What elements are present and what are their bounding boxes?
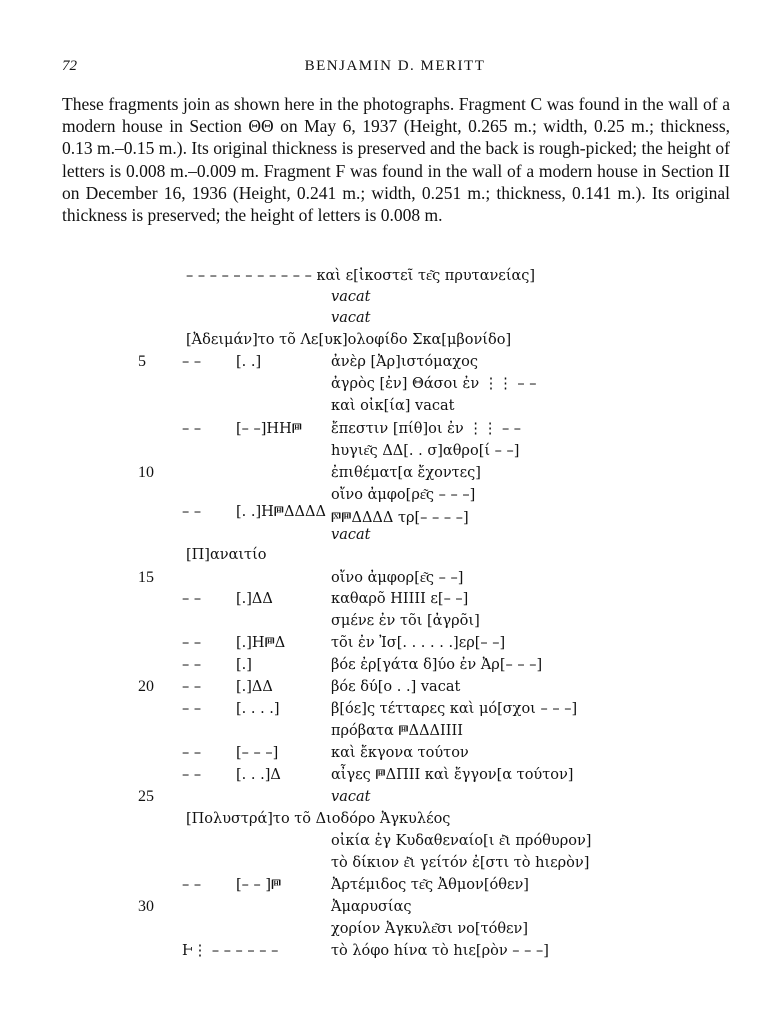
lacuna-dashes: – – <box>182 701 202 717</box>
inscription-line <box>0 786 784 808</box>
inscription-line <box>0 654 784 676</box>
inscription-line <box>0 329 784 351</box>
lacuna-dashes: – – <box>182 504 202 520</box>
greek-text: ἔπεστιν [πίθ]οι ἐν ⋮⋮ – – <box>331 421 522 437</box>
greek-text: hυγιε͂ς ΔΔ[. . σ]αθρο[ί – –] <box>331 443 520 459</box>
numeral-column: [– – –] <box>236 745 279 761</box>
inscription-line <box>0 676 784 698</box>
numeral-column: [. .] <box>236 354 262 370</box>
inscription-line <box>0 395 784 417</box>
greek-text: 𐅆𐅅ΔΔΔΔ τρ[– – – –] <box>331 510 469 526</box>
greek-text: βόε δύ[ο . .] vacat <box>331 679 461 695</box>
greek-text: καὶ ἔκγονα τούτον <box>331 745 469 761</box>
line-number: 10 <box>138 464 154 481</box>
inscription-line <box>0 632 784 654</box>
line-number: 15 <box>138 569 154 586</box>
inscription-line <box>0 874 784 896</box>
line-number: 30 <box>138 898 154 915</box>
running-head-author: BENJAMIN D. MERITT <box>304 58 486 74</box>
greek-text: vacat <box>331 310 371 326</box>
greek-text: καὶ οἰκ[ία] vacat <box>331 398 455 414</box>
greek-text: ἐπιθέματ[α ἔχοντες] <box>331 465 481 481</box>
numeral-column: [. .]Η𐅅ΔΔΔΔ <box>236 504 326 520</box>
greek-text: Ἀρτέμιδος τε͂ς Ἀθμον[όθεν] <box>331 877 529 893</box>
inscription-line <box>0 351 784 373</box>
inscription-line <box>0 940 784 962</box>
inscription-line <box>0 373 784 395</box>
lacuna-dashes: – – <box>182 767 202 783</box>
line-number: 25 <box>138 788 154 805</box>
greek-text: ἀγρὸς [ἐν] Θάσοι ἐν ⋮⋮ – – <box>331 376 537 392</box>
inscription-line <box>0 918 784 940</box>
greek-text: αἶγες 𐅅ΔΠΙΙ καὶ ἔγγον[α τούτον] <box>331 767 574 783</box>
page-number: 72 <box>62 58 77 74</box>
inscription-line <box>0 610 784 632</box>
lacuna-dashes: – – <box>182 745 202 761</box>
lacuna-dashes: – – <box>182 635 202 651</box>
greek-text: Ἀμαρυσίας <box>331 899 412 915</box>
numeral-column: [.]ΔΔ <box>236 679 273 695</box>
inscription-line <box>0 462 784 484</box>
greek-text: ἀνὲρ [Ἀρ]ιστόμαχος <box>331 354 479 370</box>
numeral-column: [.]ΔΔ <box>236 591 273 607</box>
lacuna-dashes: – – <box>182 877 202 893</box>
inscription-line <box>0 742 784 764</box>
greek-text: οἴνο ἀμφορ[ε͂ς – –] <box>331 570 464 586</box>
greek-text: β[όε]ς τέτταρες καὶ μό[σχοι – – –] <box>331 701 578 717</box>
inscription-line <box>0 524 784 546</box>
page-header <box>62 58 728 80</box>
numeral-column: [– – ]𐅅 <box>236 877 282 893</box>
line-number: 5 <box>138 353 146 370</box>
lacuna-dashes: – – <box>182 657 202 673</box>
greek-text: οἴνο ἀμφο[ρε͂ς – – –] <box>331 487 476 503</box>
inscription-line <box>0 418 784 440</box>
greek-text: τὸ λόφο hίνα τὸ hιε[ρὸν – – –] <box>331 943 549 959</box>
greek-text: – – – – – – – – – – – καὶ ε[ἰκοστεῖ τε͂ς πρυτανείας] <box>186 268 536 284</box>
greek-text: vacat <box>331 289 371 305</box>
greek-text: πρόβατα 𐅅ΔΔΔΙΙΙΙ <box>331 723 463 739</box>
numeral-column: [.]Η𐅅Δ <box>236 635 286 651</box>
greek-text: τὸ δίκιον ἐ͂ι γείτόν ἐ[στι τὸ hιερὸν] <box>331 855 590 871</box>
lacuna-dashes: – – <box>182 679 202 695</box>
inscription-line <box>0 307 784 329</box>
lacuna-dashes: – – <box>182 354 202 370</box>
greek-text: τõι ἐν Ἰσ[. . . . . .]ερ[– –] <box>331 635 506 651</box>
inscription-line <box>0 286 784 308</box>
lacuna-dashes: – – <box>182 421 202 437</box>
numeral-column: [– –]ΗΗ𐅅 <box>236 421 302 437</box>
inscription-line <box>0 830 784 852</box>
inscription-line <box>0 896 784 918</box>
intro-paragraph: These fragments join as shown here in the photographs. Fragment C was found in the wall of a modern house in Section ΘΘ on May 6, 1937 (Height, 0.265 m.; width, 0.25 m.; thickness, 0.13 m.–0.15 m.). Its original thickness is preserved and the back is rough-picked; the height of letters is 0.008 m.–0.009 m. Fragment F was found in the wall of a modern house in Section ΙΙ on December 16, 1936 (Height, 0.241 m.; width, 0.251 m.; thickness, 0.141 m.). Its original thickness is preserved; the height of letters is 0.008 m. <box>62 94 730 226</box>
inscription-line <box>0 808 784 830</box>
greek-text: οἰκία ἐγ Κυδαθεναίο[ι ἐ͂ι πρόθυρον] <box>331 833 592 849</box>
inscription-line <box>0 588 784 610</box>
greek-text: [Π]αναιτίο <box>186 547 267 563</box>
inscription-line <box>0 567 784 589</box>
greek-text: vacat <box>331 527 371 543</box>
numeral-column: [.] <box>236 657 252 673</box>
greek-text: χορίον Ἀγκυλε͂σι νο[τόθεν] <box>331 921 529 937</box>
numeral-column: [. . .]Δ <box>236 767 281 783</box>
inscription-line <box>0 265 784 287</box>
inscription-line <box>0 440 784 462</box>
inscription-line <box>0 698 784 720</box>
inscription-line <box>0 764 784 786</box>
numeral-column: [. . . .] <box>236 701 280 717</box>
greek-text: vacat <box>331 789 371 805</box>
inscription-line <box>0 852 784 874</box>
lacuna-dashes: Ͱ⋮ – – – – – – <box>182 943 279 959</box>
greek-text: καθαρõ ΗΙΙΙΙ ε[– –] <box>331 591 469 607</box>
greek-text: [Ἀδειμάν]το τõ Λε[υκ]ολοφίδο Σκα[μβονίδο] <box>186 332 512 348</box>
lacuna-dashes: – – <box>182 591 202 607</box>
line-number: 20 <box>138 678 154 695</box>
greek-text: βόε ἐρ[γάτα δ]ύο ἐν Ἀρ[– – –] <box>331 657 543 673</box>
greek-text: [Πολυστρά]το τõ Διοδόρο Ἀγκυλέος <box>186 811 451 827</box>
greek-text: σμένε ἐν τõι [ἀγρõι] <box>331 613 480 629</box>
inscription-text <box>0 265 784 965</box>
inscription-line <box>0 544 784 566</box>
inscription-line <box>0 720 784 742</box>
